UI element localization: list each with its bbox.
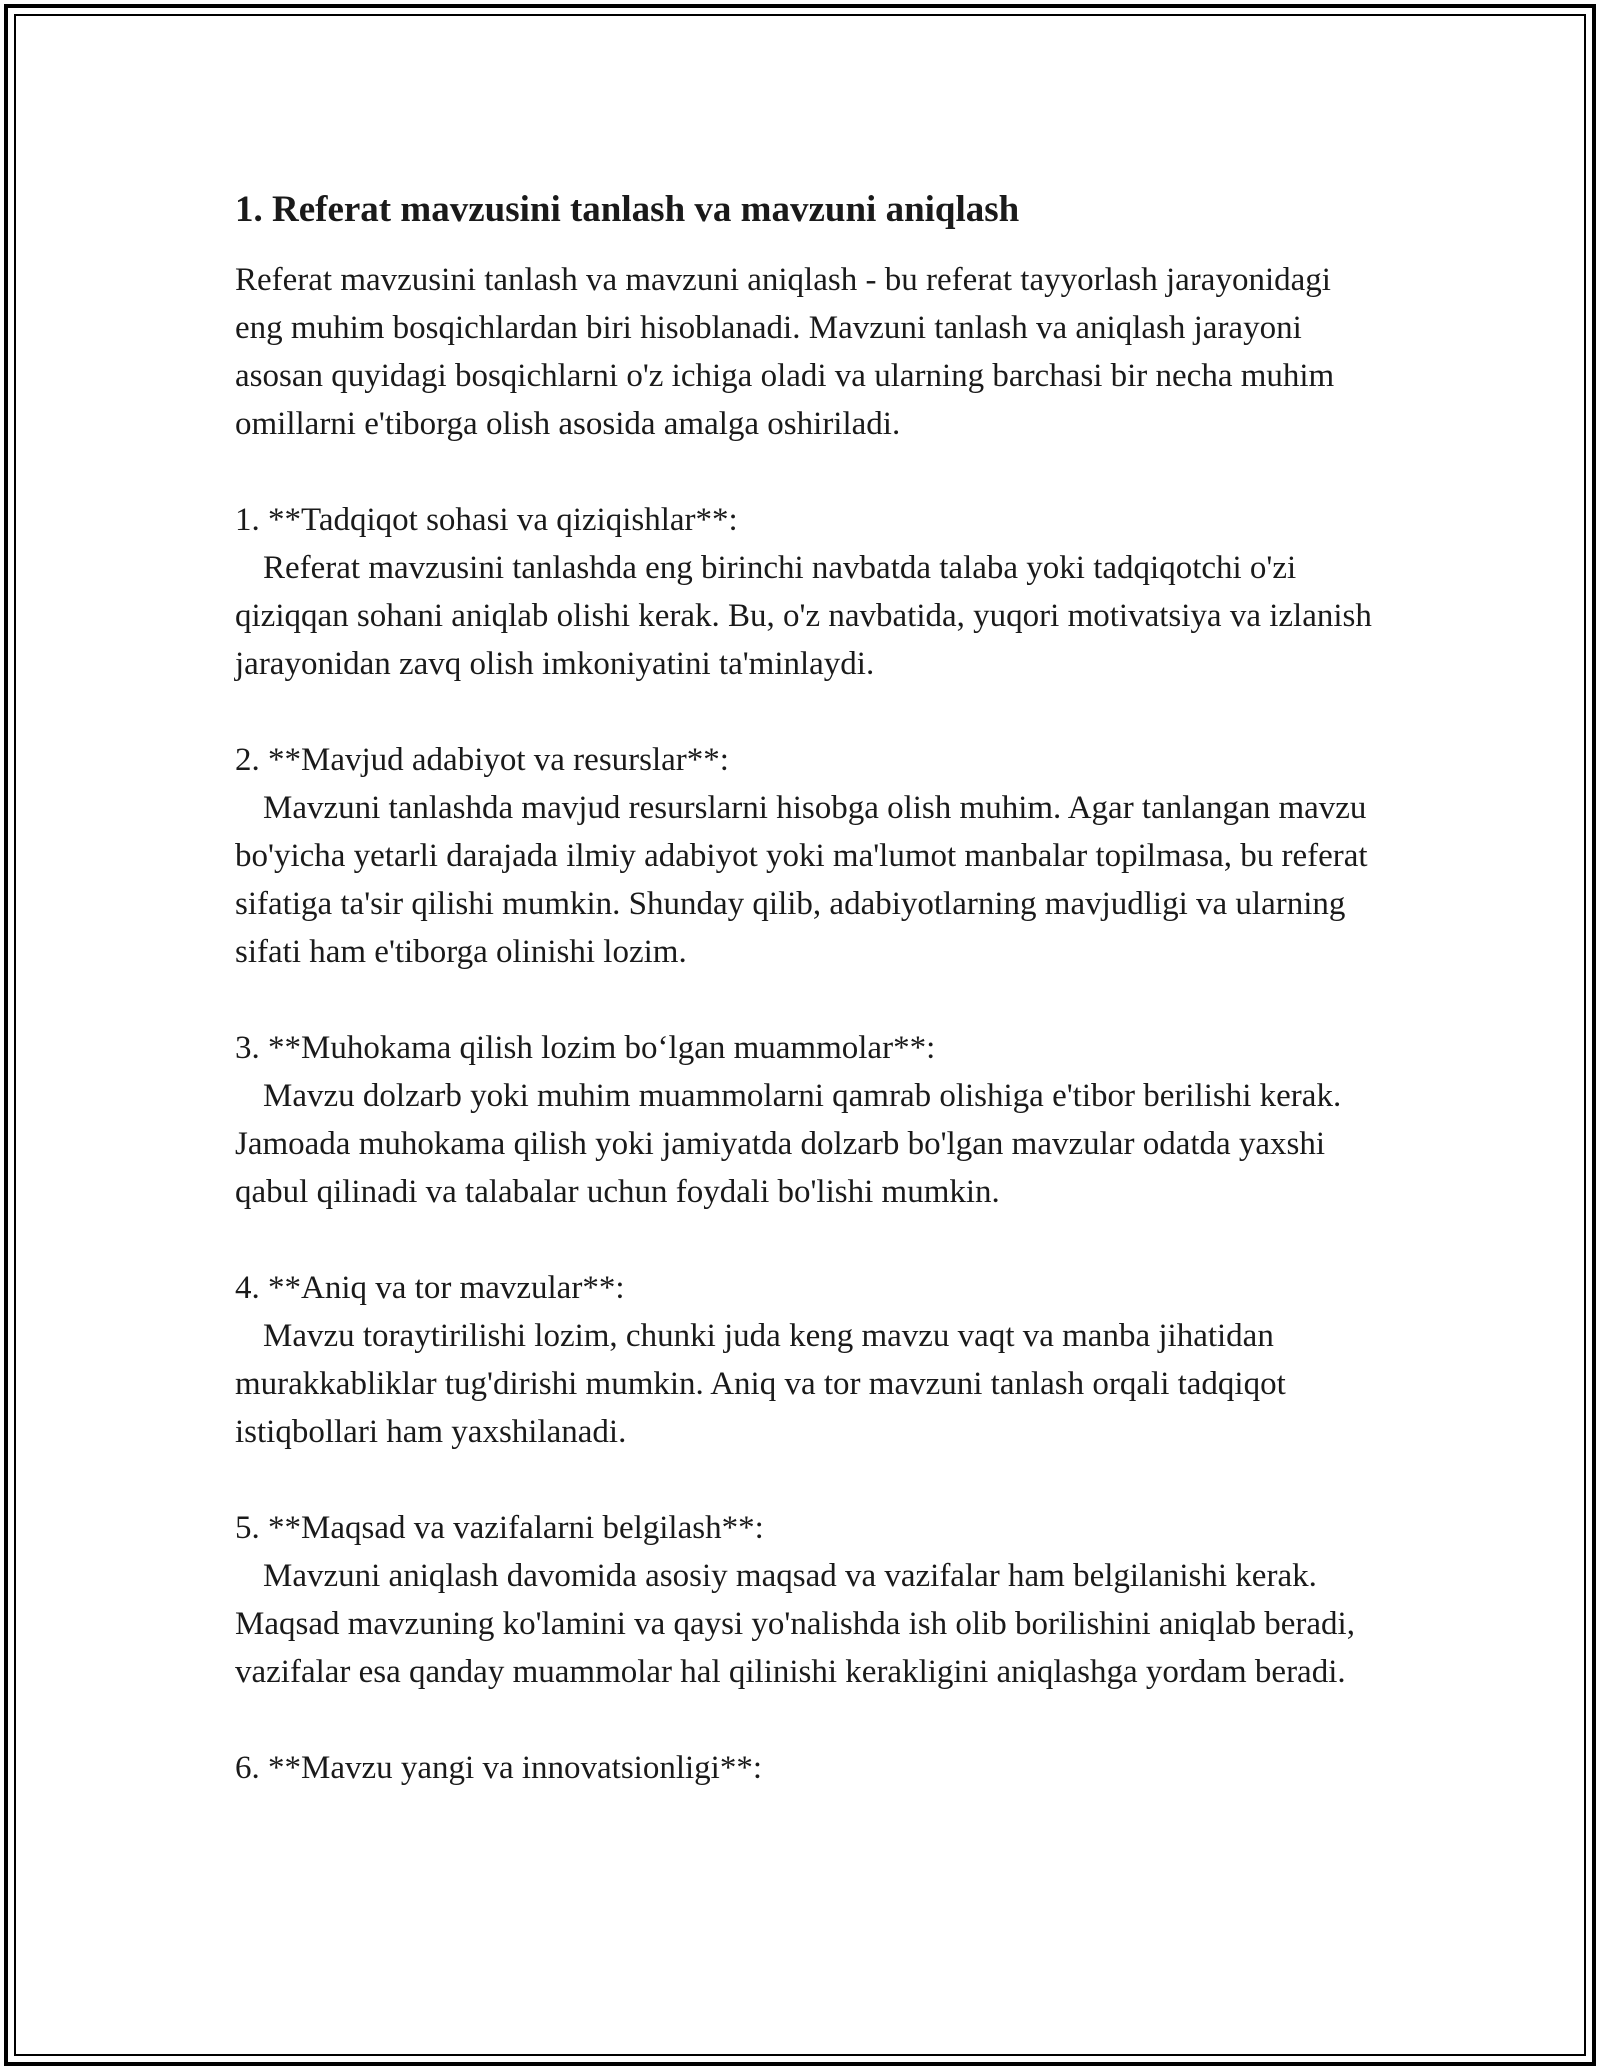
list-item-body: Referat mavzusini tanlashda eng birinchi navbatda talaba yoki tadqiqotchi o'zi qiziqqan sohani aniqlab olishi kerak. Bu, o'z navbatida, yuqori motivatsiya va izlanish jarayonidan zavq olish imkoniyatini ta'minlaydi. bbox=[235, 550, 1372, 682]
list-item-title: 2. **Mavjud adabiyot va resurslar**: bbox=[235, 742, 729, 778]
list-item-title: 6. **Mavzu yangi va innovatsionligi**: bbox=[235, 1750, 763, 1786]
list-item-5 bbox=[235, 1504, 1385, 1696]
list-item-title: 4. **Aniq va tor mavzular**: bbox=[235, 1270, 625, 1306]
list-item-title: 3. **Muhokama qilish lozim bo‘lgan muammolar**: bbox=[235, 1030, 936, 1066]
list-item-body: Mavzuni aniqlash davomida asosiy maqsad va vazifalar ham belgilanishi kerak. Maqsad mavzuning ko'lamini va qaysi yo'nalishda ish olib borilishini aniqlab beradi, vazifalar esa qanday muammolar hal qilinishi kerakligini aniqlashga yordam beradi. bbox=[235, 1558, 1355, 1690]
list-item-body: Mavzuni tanlashda mavjud resurslarni hisobga olish muhim. Agar tanlangan mavzu bo'yicha yetarli darajada ilmiy adabiyot yoki ma'lumot manbalar topilmasa, bu referat sifatiga ta'sir qilishi mumkin. Shunday qilib, adabiyotlarning mavjudligi va ularning sifati ham e'tiborga olinishi lozim. bbox=[235, 790, 1368, 970]
section-heading: 1. Referat mavzusini tanlash va mavzuni aniqlash bbox=[235, 189, 1020, 230]
list-item-3 bbox=[235, 1024, 1385, 1216]
document-content bbox=[235, 186, 1385, 1840]
list-item-title: 5. **Maqsad va vazifalarni belgilash**: bbox=[235, 1510, 764, 1546]
list-item-6 bbox=[235, 1744, 1385, 1792]
list-item-body: Mavzu dolzarb yoki muhim muammolarni qamrab olishiga e'tibor berilishi kerak. Jamoada muhokama qilish yoki jamiyatda dolzarb bo'lgan mavzular odatda yaxshi qabul qilinadi va talabalar uchun foydali bo'lishi mumkin. bbox=[235, 1078, 1342, 1210]
list-item-4 bbox=[235, 1264, 1385, 1456]
intro-paragraph: Referat mavzusini tanlash va mavzuni aniqlash - bu referat tayyorlash jarayonidagi eng muhim bosqichlardan biri hisoblanadi. Mavzuni tanlash va aniqlash jarayoni asosan quyidagi bosqichlarni o'z ichiga oladi va ularning barchasi bir necha muhim omillarni e'tiborga olish asosida amalga oshiriladi. bbox=[235, 262, 1335, 442]
list-item-1 bbox=[235, 496, 1385, 688]
list-item-body: Mavzu toraytirilishi lozim, chunki juda keng mavzu vaqt va manba jihatidan murakkabliklar tug'dirishi mumkin. Aniq va tor mavzuni tanlash orqali tadqiqot istiqbollari ham yaxshilanadi. bbox=[235, 1318, 1286, 1450]
list-item-2 bbox=[235, 736, 1385, 976]
list-item-title: 1. **Tadqiqot sohasi va qiziqishlar**: bbox=[235, 502, 738, 538]
